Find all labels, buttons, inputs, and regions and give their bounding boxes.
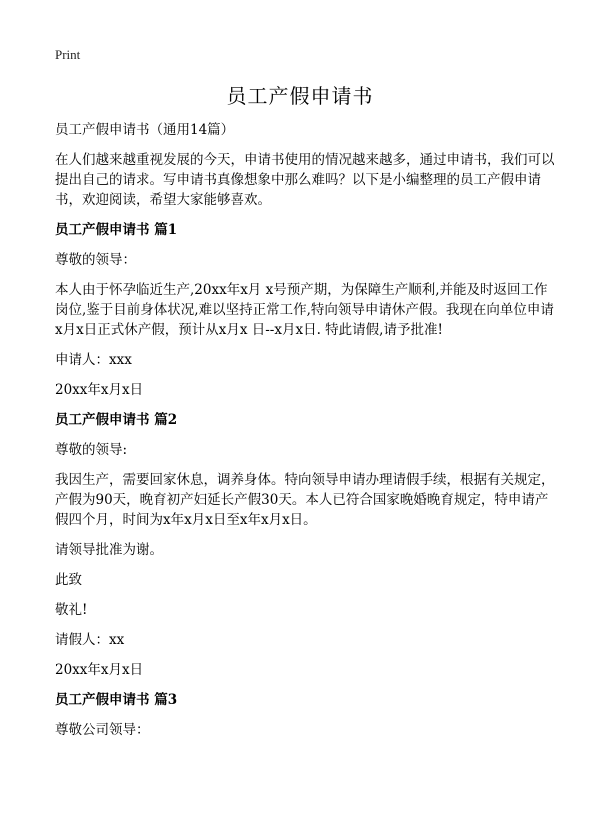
section-heading-1: 员工产假申请书 篇1 xyxy=(55,222,178,238)
section-heading-2: 员工产假申请书 篇2 xyxy=(55,412,178,428)
intro-paragraph: 在人们越来越重视发展的今天，申请书使用的情况越来越多，通过申请书，我们可以提出自己的请求。写申请书真像想象中那么难吗？以下是小编整理的员工产假申请书，欢迎阅读，希望大家能够喜欢。 xyxy=(55,152,555,208)
section-1-applicant: 申请人：xxx xyxy=(55,352,132,368)
document-title: 员工产假申请书 xyxy=(226,84,374,108)
document-body xyxy=(55,120,555,750)
section-2-date: 20xx年x月x日 xyxy=(55,662,144,678)
section-2-body: 我因生产，需要回家休息，调养身体。特向领导申请办理请假手续，根据有关规定，产假为90天，晚育初产妇延长产假30天。本人已符合国家晚婚晚育规定，特申请产假四个月，时间为x年x月x日至x年x月x日。 xyxy=(55,472,555,528)
section-1-greeting: 尊敬的领导： xyxy=(55,252,136,268)
section-heading-3: 员工产假申请书 篇3 xyxy=(55,692,178,708)
section-2-closing-2: 敬礼! xyxy=(55,602,88,618)
section-2-greeting: 尊敬的领导: xyxy=(55,442,128,458)
section-2-closing-request: 请领导批准为谢。 xyxy=(55,542,163,558)
section-2-applicant: 请假人：xx xyxy=(55,632,125,648)
section-2-closing-1: 此致 xyxy=(55,572,82,588)
section-3-greeting: 尊敬公司领导： xyxy=(55,722,150,738)
section-1-body: 本人由于怀孕临近生产,20xx年x月 x号预产期，为保障生产顺利,并能及时返回工作岗位,鉴于目前身体状况,难以坚持正常工作,特向领导申请休产假。我现在向单位申请x月x日正式休产假，预计从x月x 日--x月x日. 特此请假,请予批准! xyxy=(55,282,554,338)
section-1-date: 20xx年x月x日 xyxy=(55,382,144,398)
document-subtitle: 员工产假申请书（通用14篇） xyxy=(55,122,235,138)
print-label[interactable]: Print xyxy=(55,47,81,62)
